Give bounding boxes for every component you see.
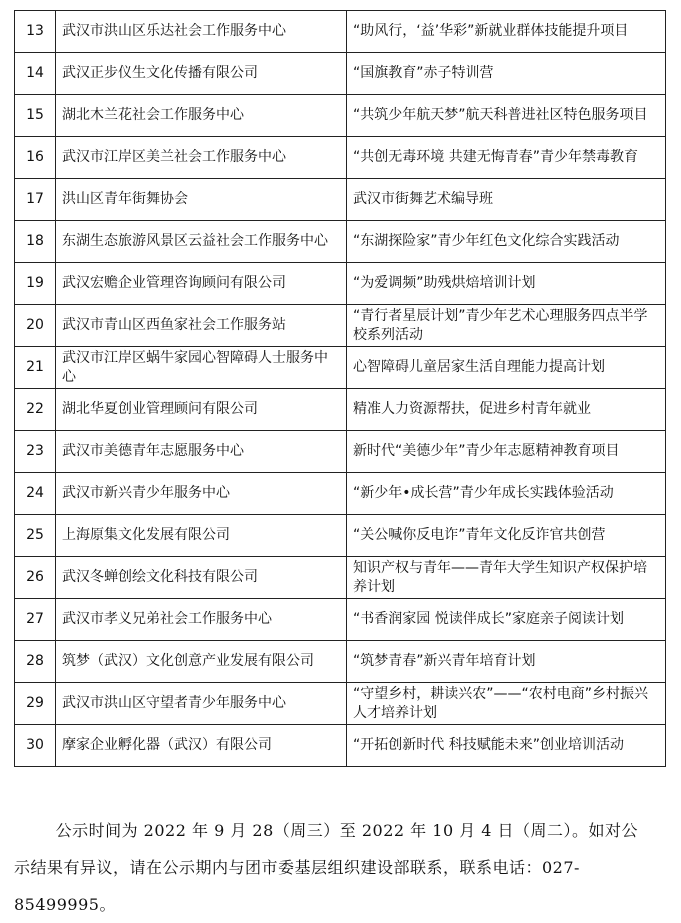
- project-name: “守望乡村，耕读兴农”——“农村电商”乡村振兴人才培养计划: [347, 683, 666, 725]
- table-row: [15, 179, 666, 221]
- table-row: [15, 221, 666, 263]
- table-row: [15, 137, 666, 179]
- organization-name: 武汉市江岸区美兰社会工作服务中心: [56, 137, 347, 179]
- row-number: 27: [15, 599, 56, 641]
- organization-name: 武汉市洪山区乐达社会工作服务中心: [56, 11, 347, 53]
- organization-name: 武汉市江岸区蜗牛家园心智障碍人士服务中心: [56, 347, 347, 389]
- table-row: [15, 725, 666, 767]
- project-name: 新时代“美德少年”青少年志愿精神教育项目: [347, 431, 666, 473]
- row-number: 21: [15, 347, 56, 389]
- table-row: [15, 473, 666, 515]
- row-number: 13: [15, 11, 56, 53]
- project-name: 心智障碍儿童居家生活自理能力提高计划: [347, 347, 666, 389]
- row-number: 17: [15, 179, 56, 221]
- table-row: [15, 347, 666, 389]
- organization-name: 上海原集文化发展有限公司: [56, 515, 347, 557]
- project-list-table: [14, 10, 666, 767]
- row-number: 30: [15, 725, 56, 767]
- organization-name: 武汉宏赡企业管理咨询顾问有限公司: [56, 263, 347, 305]
- row-number: 26: [15, 557, 56, 599]
- organization-name: 武汉正步仪生文化传播有限公司: [56, 53, 347, 95]
- organization-name: 东湖生态旅游风景区云益社会工作服务中心: [56, 221, 347, 263]
- table-row: [15, 515, 666, 557]
- project-name: “东湖探险家”青少年红色文化综合实践活动: [347, 221, 666, 263]
- project-name: “共筑少年航天梦”航天科普进社区特色服务项目: [347, 95, 666, 137]
- table-row: [15, 389, 666, 431]
- table-row: [15, 95, 666, 137]
- table-row: [15, 431, 666, 473]
- organization-name: 武汉市美德青年志愿服务中心: [56, 431, 347, 473]
- row-number: 20: [15, 305, 56, 347]
- row-number: 25: [15, 515, 56, 557]
- row-number: 19: [15, 263, 56, 305]
- organization-name: 洪山区青年街舞协会: [56, 179, 347, 221]
- table-row: [15, 683, 666, 725]
- notice-text: 公示时间为 2022 年 9 月 28（周三）至 2022 年 10 月 4 日（周二）。如对公示结果有异议，请在公示期内与团市委基层组织建设部联系，联系电话：027-85499995。: [14, 821, 639, 914]
- row-number: 23: [15, 431, 56, 473]
- project-list-body: [15, 11, 666, 767]
- row-number: 14: [15, 53, 56, 95]
- organization-name: 湖北华夏创业管理顾问有限公司: [56, 389, 347, 431]
- row-number: 28: [15, 641, 56, 683]
- row-number: 22: [15, 389, 56, 431]
- row-number: 24: [15, 473, 56, 515]
- table-row: [15, 305, 666, 347]
- organization-name: 武汉冬蝉创绘文化科技有限公司: [56, 557, 347, 599]
- row-number: 15: [15, 95, 56, 137]
- organization-name: 摩家企业孵化器（武汉）有限公司: [56, 725, 347, 767]
- table-row: [15, 11, 666, 53]
- row-number: 16: [15, 137, 56, 179]
- organization-name: 武汉市洪山区守望者青少年服务中心: [56, 683, 347, 725]
- notice-section: [14, 812, 654, 923]
- table-row: [15, 263, 666, 305]
- organization-name: 武汉市青山区西鱼家社会工作服务站: [56, 305, 347, 347]
- organization-name: 武汉市孝义兄弟社会工作服务中心: [56, 599, 347, 641]
- organization-name: 武汉市新兴青少年服务中心: [56, 473, 347, 515]
- project-name: 知识产权与青年——青年大学生知识产权保护培养计划: [347, 557, 666, 599]
- project-name: “新少年•成长营”青少年成长实践体验活动: [347, 473, 666, 515]
- project-name: 精准人力资源帮扶，促进乡村青年就业: [347, 389, 666, 431]
- project-name: “国旗教育”赤子特训营: [347, 53, 666, 95]
- table-row: [15, 599, 666, 641]
- row-number: 29: [15, 683, 56, 725]
- project-name: “为爱调频”助残烘焙培训计划: [347, 263, 666, 305]
- project-name: “共创无毒环境 共建无悔青春”青少年禁毒教育: [347, 137, 666, 179]
- table-row: [15, 641, 666, 683]
- table-row: [15, 53, 666, 95]
- organization-name: 湖北木兰花社会工作服务中心: [56, 95, 347, 137]
- row-number: 18: [15, 221, 56, 263]
- project-name: “助风行，‘益’华彩”新就业群体技能提升项目: [347, 11, 666, 53]
- project-name: “筑梦青春”新兴青年培育计划: [347, 641, 666, 683]
- project-name: “关公喊你反电诈”青年文化反诈官共创营: [347, 515, 666, 557]
- table-row: [15, 557, 666, 599]
- project-name: “书香润家园 悦读伴成长”家庭亲子阅读计划: [347, 599, 666, 641]
- organization-name: 筑梦（武汉）文化创意产业发展有限公司: [56, 641, 347, 683]
- project-name: “青行者星辰计划”青少年艺术心理服务四点半学校系列活动: [347, 305, 666, 347]
- project-name: 武汉市街舞艺术编导班: [347, 179, 666, 221]
- project-name: “开拓创新时代 科技赋能未来”创业培训活动: [347, 725, 666, 767]
